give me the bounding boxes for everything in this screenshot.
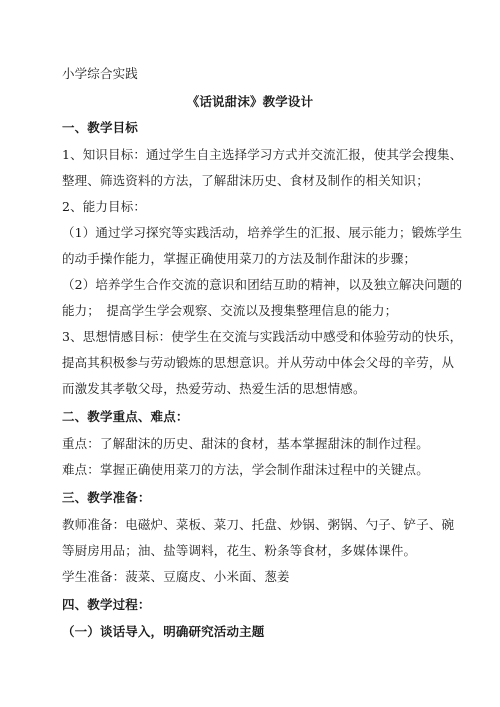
paragraph-teacher-prep-line-1: 教师准备：电磁炉、菜板、菜刀、托盘、炒锅、粥锅、勺子、铲子、碗 bbox=[62, 517, 455, 532]
document-title: 《话说甜沫》教学设计 bbox=[186, 94, 314, 109]
section-heading-goals: 一、教学目标 bbox=[62, 120, 138, 135]
subject-label: 小学综合实践 bbox=[62, 66, 138, 81]
section-heading-process: 四、教学过程： bbox=[62, 597, 151, 612]
paragraph-knowledge-line-1: 1、知识目标：通过学生自主选择学习方式并交流汇报，使其学会搜集、 bbox=[62, 147, 463, 162]
ability-heading: 2、能力目标： bbox=[62, 199, 147, 214]
paragraph-emotion-line-2: 提高其积极参与劳动锻炼的思想意识。并从劳动中体会父母的辛劳，从 bbox=[62, 355, 455, 370]
process-step-1-heading: （一）谈话导入，明确研究活动主题 bbox=[62, 624, 265, 639]
paragraph-emotion-line-1: 3、思想情感目标：使学生在交流与实践活动中感受和体验劳动的快乐， bbox=[62, 329, 463, 344]
paragraph-difficulty: 难点：掌握正确使用菜刀的方法，学会制作甜沫过程中的关键点。 bbox=[62, 462, 429, 477]
paragraph-ability-1-line-1: （1）通过学习探究等实践活动，培养学生的汇报、展示能力；锻炼学生 bbox=[62, 225, 463, 240]
paragraph-knowledge-line-2: 整理、筛选资料的方法，了解甜沫历史、食材及制作的相关知识； bbox=[62, 173, 429, 188]
section-heading-preparation: 三、教学准备： bbox=[62, 490, 151, 505]
paragraph-ability-2-line-2: 能力； 提高学生学会观察、交流以及搜集整理信息的能力； bbox=[62, 303, 398, 318]
paragraph-student-prep: 学生准备：菠菜、豆腐皮、小米面、葱姜 bbox=[62, 569, 290, 584]
paragraph-teacher-prep-line-2: 等厨房用品；油、盐等调料，花生、粉条等食材，多媒体课件。 bbox=[62, 543, 417, 558]
paragraph-ability-1-line-2: 的动手操作能力，掌握正确使用菜刀的方法及制作甜沫的步骤； bbox=[62, 251, 417, 266]
section-heading-key-points: 二、教学重点、难点： bbox=[62, 409, 189, 424]
paragraph-key-point: 重点：了解甜沫的历史、甜沫的食材，基本掌握甜沫的制作过程。 bbox=[62, 436, 429, 451]
paragraph-ability-2-line-1: （2）培养学生合作交流的意识和团结互助的精神，以及独立解决问题的 bbox=[62, 277, 463, 292]
paragraph-emotion-line-3: 而激发其孝敬父母，热爱劳动、热爱生活的思想情感。 bbox=[62, 381, 366, 396]
